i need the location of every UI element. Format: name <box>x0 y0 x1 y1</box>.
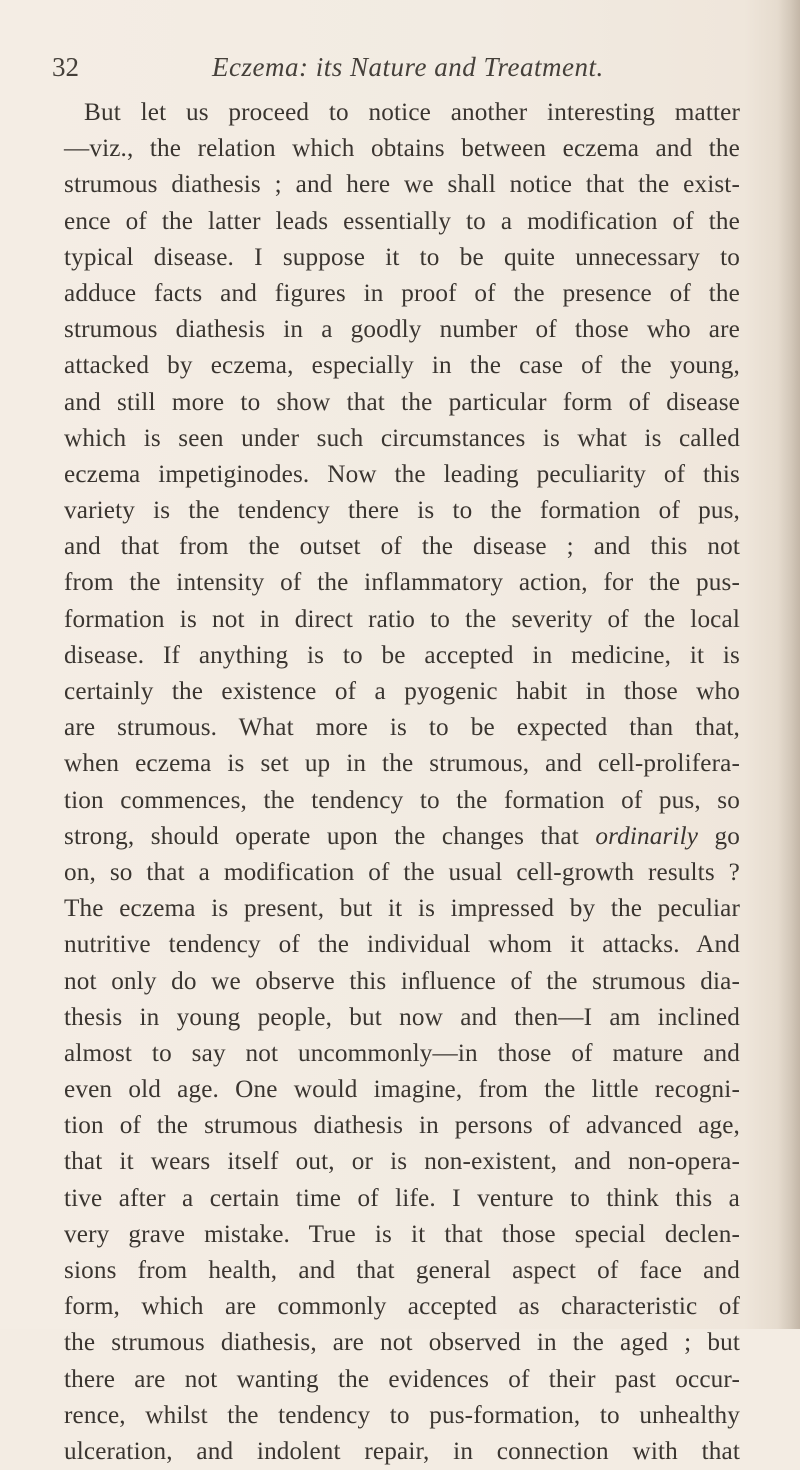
text-line: thesis in young people, but now and then—I am inclined <box>64 1003 740 1031</box>
text-line: tion commences, the tendency to the formation of pus, so <box>64 786 740 814</box>
text-line: strumous diathesis in a goodly number of those who are <box>64 316 740 344</box>
text-line: and that from the outset of the disease ; and this not <box>64 533 740 561</box>
page-edge-shadow <box>778 0 800 1329</box>
text-line: from the intensity of the inflammatory action, for the pus- <box>64 569 740 597</box>
text-segment: strong, should operate upon the changes that <box>64 822 579 850</box>
text-line: even old age. One would imagine, from the little recogni- <box>64 1076 740 1104</box>
text-line: when eczema is set up in the strumous, and cell-prolifera- <box>64 750 740 778</box>
text-line: on, so that a modification of the usual cell-growth results ? <box>64 858 740 886</box>
text-line: strumous diathesis ; and here we shall notice that the exist- <box>64 171 740 199</box>
text-segment: go <box>714 822 740 850</box>
italic-word: ordinarily <box>595 822 699 850</box>
text-line: ulceration, and indolent repair, in connection with that <box>64 1437 740 1465</box>
text-line: —viz., the relation which obtains between eczema and the <box>64 135 740 163</box>
text-line: ence of the latter leads essentially to a modification of the <box>64 207 740 235</box>
body-paragraph <box>64 95 740 1470</box>
text-line: there are not wanting the evidences of their past occur- <box>64 1365 740 1393</box>
page-number: 32 <box>52 52 79 82</box>
text-line: form, which are commonly accepted as characteristic of <box>64 1293 740 1321</box>
text-line: nutritive tendency of the individual whom it attacks. And <box>64 931 740 959</box>
text-line: very grave mistake. True is it that those special declen- <box>64 1220 740 1248</box>
text-line: typical disease. I suppose it to be quite unnecessary to <box>64 243 740 271</box>
text-line: not only do we observe this influence of the strumous dia- <box>64 967 740 995</box>
text-line: attacked by eczema, especially in the case of the young, <box>64 352 740 380</box>
text-line: that it wears itself out, or is non-existent, and non-opera- <box>64 1148 740 1176</box>
text-line: The eczema is present, but it is impressed by the peculiar <box>64 895 740 923</box>
text-line: disease. If anything is to be accepted in medicine, it is <box>64 641 740 669</box>
text-line: are strumous. What more is to be expected than that, <box>64 714 740 742</box>
running-head <box>52 52 772 88</box>
text-line: certainly the existence of a pyogenic habit in those who <box>64 678 740 705</box>
text-line: variety is the tendency there is to the formation of pus, <box>64 497 740 525</box>
text-line: which is seen under such circumstances is what is called <box>64 424 740 452</box>
text-line: tion of the strumous diathesis in persons of advanced age, <box>64 1112 740 1140</box>
text-line: almost to say not uncommonly—in those of mature and <box>64 1039 740 1067</box>
text-line: But let us proceed to notice another interesting matter <box>84 99 740 126</box>
text-line: eczema impetiginodes. Now the leading peculiarity of this <box>64 460 740 488</box>
text-line: rence, whilst the tendency to pus-formation, to unhealthy <box>64 1401 740 1429</box>
text-line-with-italic <box>64 819 740 855</box>
text-line: adduce facts and figures in proof of the presence of the <box>64 279 740 307</box>
running-title: Eczema: its Nature and Treatment. <box>212 52 604 82</box>
text-line: formation is not in direct ratio to the severity of the local <box>64 605 740 633</box>
text-line: the strumous diathesis, are not observed in the aged ; but <box>64 1329 740 1357</box>
text-line: tive after a certain time of life. I venture to think this a <box>64 1184 740 1212</box>
text-line: sions from health, and that general aspect of face and <box>64 1257 740 1284</box>
text-line: and still more to show that the particular form of disease <box>64 388 740 416</box>
